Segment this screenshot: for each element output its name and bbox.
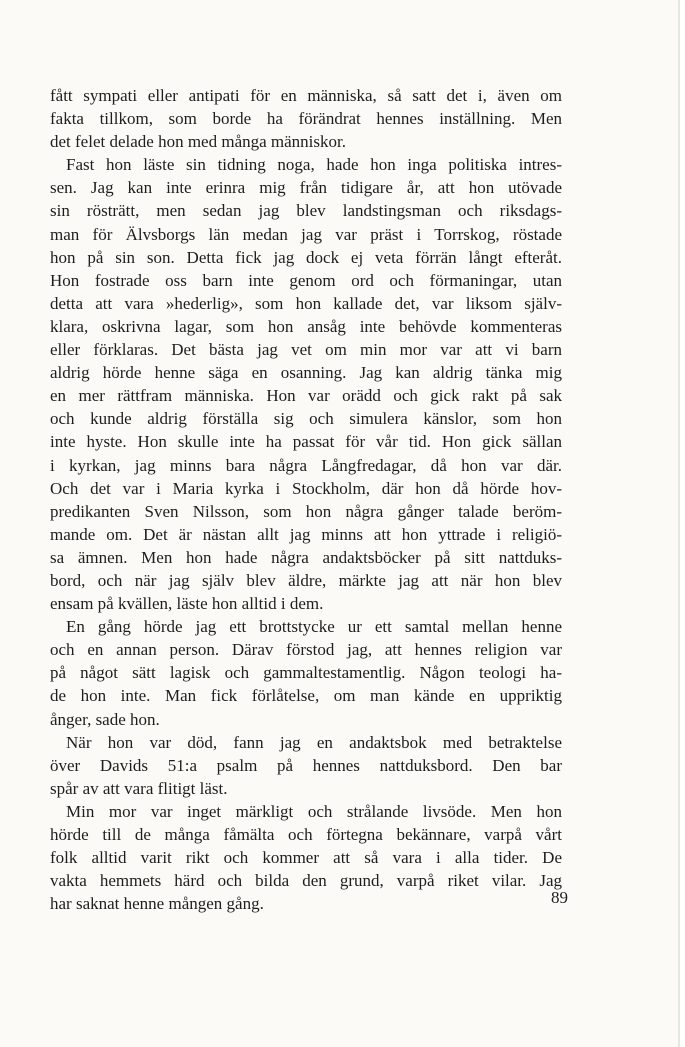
text-line: inte hyste. Hon skulle inte ha passat för vår tid. Hon gick sällan: [50, 432, 562, 452]
text-line: Fast hon läste sin tidning noga, hade hon inga politiska intres-: [66, 155, 562, 175]
text-line: sen. Jag kan inte erinra mig från tidigare år, att hon utövade: [50, 178, 562, 198]
text-line: de hon inte. Man fick förlåtelse, om man kände en uppriktig: [50, 686, 562, 706]
text-line: och en annan person. Därav förstod jag, att hennes religion var: [50, 640, 562, 660]
text-line: spår av att vara flitigt läst.: [50, 778, 228, 798]
text-line: fakta tillkom, som borde ha förändrat hennes inställning. Men: [50, 109, 562, 129]
text-line: Och det var i Maria kyrka i Stockholm, där hon då hörde hov-: [50, 478, 562, 498]
text-line: ensam på kvällen, läste hon alltid i dem.: [50, 594, 324, 614]
text-line: på något sätt lagisk och gammaltestamentlig. Någon teologi ha-: [50, 663, 562, 683]
text-line: En gång hörde jag ett brottstycke ur ett samtal mellan henne: [66, 617, 562, 637]
text-line: fått sympati eller antipati för en människa, så satt det i, även om: [50, 86, 562, 105]
text-line: ånger, sade hon.: [50, 709, 160, 729]
text-line: När hon var död, fann jag en andaktsbok med betraktelse: [66, 732, 562, 752]
text-line: hon på sin son. Detta fick jag dock ej veta förrän långt efteråt.: [50, 247, 562, 267]
text-line: bord, och när jag själv blev äldre, märkte jag att när hon blev: [50, 570, 562, 590]
text-line: det felet delade hon med många människor.: [50, 132, 346, 152]
text-line: över Davids 51:a psalm på hennes nattduksbord. Den bar: [50, 755, 562, 775]
text-line: Min mor var inget märkligt och strålande livsöde. Men hon: [66, 801, 562, 821]
page-number: 89: [551, 888, 568, 907]
text-line: folk alltid varit rikt och kommer att så vara i alla tider. De: [50, 848, 562, 868]
text-line: eller förklaras. Det bästa jag vet om min mor var att vi barn: [50, 340, 562, 360]
text-line: mande om. Det är nästan allt jag minns att hon yttrade i religiö-: [50, 524, 562, 544]
text-line: aldrig hörde henne säga en osanning. Jag kan aldrig tänka mig: [50, 363, 562, 383]
text-line: man för Älvsborgs län medan jag var präst i Torrskog, röstade: [50, 224, 562, 244]
body-text: [50, 84, 562, 915]
text-line: vakta hemmets härd och bilda den grund, varpå riket vilar. Jag: [50, 871, 562, 891]
text-line: sin rösträtt, men sedan jag blev landstingsman och riksdags-: [50, 201, 562, 221]
text-line: detta att vara »hederlig», som hon kallade det, var liksom själv-: [50, 293, 562, 313]
text-line: predikanten Sven Nilsson, som hon några gånger talade beröm-: [50, 501, 562, 521]
text-line: i kyrkan, jag minns bara några Långfredagar, då hon var där.: [50, 455, 562, 475]
text-line: sa ämnen. Men hon hade några andaktsböcker på sitt nattduks-: [50, 547, 562, 567]
text-line: hörde till de många fåmälta och förtegna bekännare, varpå vårt: [50, 825, 562, 844]
text-line: Hon fostrade oss barn inte genom ord och förmaningar, utan: [50, 270, 562, 290]
text-line: klara, oskrivna lagar, som hon ansåg inte behövde kommenteras: [50, 316, 562, 336]
text-line: och kunde aldrig förställa sig och simulera känslor, som hon: [50, 409, 562, 429]
text-line: en mer rättfram människa. Hon var orädd och gick rakt på sak: [50, 386, 562, 406]
text-line: har saknat henne mången gång.: [50, 894, 264, 914]
